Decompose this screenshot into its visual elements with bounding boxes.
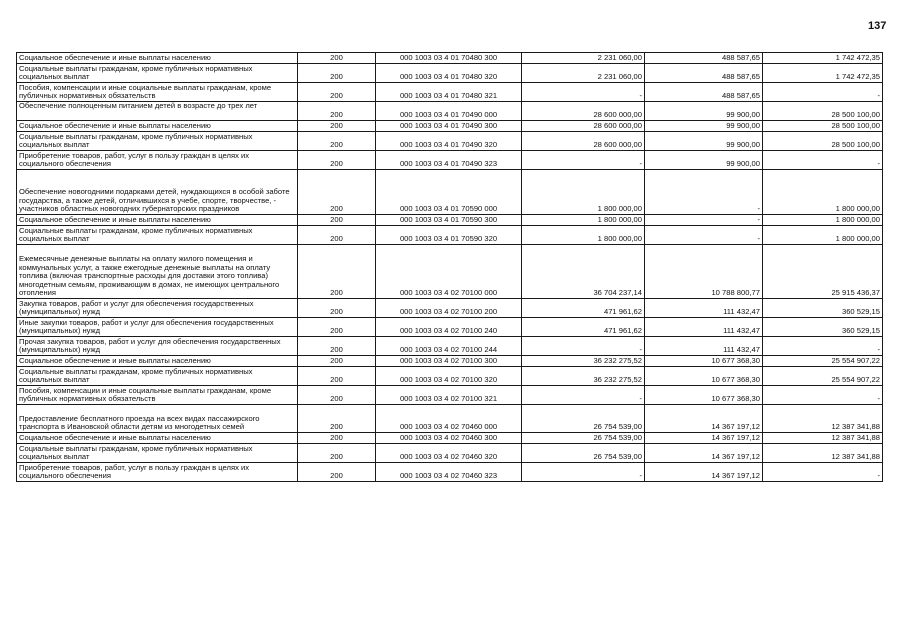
row-code: 200 [298, 405, 376, 433]
row-name: Ежемесячные денежные выплаты на оплату жилого помещения и коммунальных услуг, а также ежегодные денежные выплаты на оплату топлива (включая транспортные расходы для доставки этого топлива) многодетным семьям, проживающим в домах, не имеющих центрального отопления [17, 245, 298, 299]
table-row [17, 53, 883, 64]
table-row [17, 337, 883, 356]
row-assigned: 28 600 000,00 [522, 121, 645, 132]
row-executed: 10 677 368,30 [645, 386, 763, 405]
row-executed: 14 367 197,12 [645, 433, 763, 444]
row-assigned: 471 961,62 [522, 318, 645, 337]
row-name: Приобретение товаров, работ, услуг в пользу граждан в целях их социального обеспечения [17, 463, 298, 482]
row-assigned: - [522, 151, 645, 170]
row-executed: - [645, 170, 763, 215]
row-assigned: 2 231 060,00 [522, 64, 645, 83]
table-row [17, 226, 883, 245]
row-code: 200 [298, 226, 376, 245]
row-name: Пособия, компенсации и иные социальные выплаты гражданам, кроме публичных нормативных обязательств [17, 386, 298, 405]
row-unexecuted: 28 500 100,00 [763, 121, 883, 132]
row-code: 200 [298, 102, 376, 121]
row-executed: 10 677 368,30 [645, 356, 763, 367]
row-assigned: 1 800 000,00 [522, 215, 645, 226]
page-number: 137 [868, 20, 887, 32]
row-name: Социальное обеспечение и иные выплаты населению [17, 53, 298, 64]
row-unexecuted: 1 742 472,35 [763, 64, 883, 83]
row-kbk: 000 1003 03 4 01 70490 320 [376, 132, 522, 151]
row-unexecuted: 28 500 100,00 [763, 132, 883, 151]
row-unexecuted: - [763, 463, 883, 482]
table-row [17, 433, 883, 444]
row-code: 200 [298, 64, 376, 83]
row-name: Обеспечение новогодними подарками детей, нуждающихся в особой заботе государства, а также детей, отличившихся в учебе, спорте, творчестве, - участников областных новогодних губернаторских праздников [17, 170, 298, 215]
row-kbk: 000 1003 03 4 01 70490 300 [376, 121, 522, 132]
row-name: Социальные выплаты гражданам, кроме публичных нормативных социальных выплат [17, 64, 298, 83]
row-executed: 10 677 368,30 [645, 367, 763, 386]
row-unexecuted: 12 387 341,88 [763, 444, 883, 463]
row-unexecuted: 360 529,15 [763, 318, 883, 337]
row-assigned: 28 600 000,00 [522, 132, 645, 151]
row-kbk: 000 1003 03 4 02 70460 323 [376, 463, 522, 482]
row-kbk: 000 1003 03 4 02 70100 244 [376, 337, 522, 356]
row-assigned: - [522, 337, 645, 356]
row-name: Социальные выплаты гражданам, кроме публичных нормативных социальных выплат [17, 132, 298, 151]
row-executed: 111 432,47 [645, 337, 763, 356]
row-assigned: 36 704 237,14 [522, 245, 645, 299]
row-kbk: 000 1003 03 4 02 70100 300 [376, 356, 522, 367]
row-assigned: 2 231 060,00 [522, 53, 645, 64]
row-name: Социальное обеспечение и иные выплаты населению [17, 215, 298, 226]
row-unexecuted: - [763, 386, 883, 405]
table-row [17, 386, 883, 405]
row-unexecuted: - [763, 337, 883, 356]
row-executed: - [645, 215, 763, 226]
row-executed: - [645, 226, 763, 245]
row-executed: 14 367 197,12 [645, 463, 763, 482]
row-executed: 14 367 197,12 [645, 405, 763, 433]
row-code: 200 [298, 83, 376, 102]
row-executed: 111 432,47 [645, 318, 763, 337]
row-unexecuted: 1 800 000,00 [763, 170, 883, 215]
row-name: Пособия, компенсации и иные социальные выплаты гражданам, кроме публичных нормативных обязательств [17, 83, 298, 102]
table-row [17, 245, 883, 299]
row-name: Социальные выплаты гражданам, кроме публичных нормативных социальных выплат [17, 367, 298, 386]
row-unexecuted: 360 529,15 [763, 299, 883, 318]
row-code: 200 [298, 463, 376, 482]
budget-execution-table [16, 52, 883, 482]
row-code: 200 [298, 299, 376, 318]
row-code: 200 [298, 170, 376, 215]
row-kbk: 000 1003 03 4 01 70480 321 [376, 83, 522, 102]
row-unexecuted: 1 800 000,00 [763, 226, 883, 245]
row-unexecuted: 25 554 907,22 [763, 367, 883, 386]
table-row [17, 121, 883, 132]
row-code: 200 [298, 318, 376, 337]
row-kbk: 000 1003 03 4 02 70460 300 [376, 433, 522, 444]
table-row [17, 356, 883, 367]
table-row [17, 367, 883, 386]
row-code: 200 [298, 151, 376, 170]
row-code: 200 [298, 367, 376, 386]
row-name: Социальные выплаты гражданам, кроме публичных нормативных социальных выплат [17, 444, 298, 463]
row-unexecuted: - [763, 83, 883, 102]
row-kbk: 000 1003 03 4 01 70480 320 [376, 64, 522, 83]
row-executed: 14 367 197,12 [645, 444, 763, 463]
row-assigned: 471 961,62 [522, 299, 645, 318]
row-kbk: 000 1003 03 4 02 70100 321 [376, 386, 522, 405]
row-kbk: 000 1003 03 4 01 70590 300 [376, 215, 522, 226]
table-row [17, 83, 883, 102]
row-executed: 99 900,00 [645, 151, 763, 170]
row-assigned: - [522, 83, 645, 102]
row-code: 200 [298, 337, 376, 356]
row-executed: 488 587,65 [645, 83, 763, 102]
row-name: Социальное обеспечение и иные выплаты населению [17, 433, 298, 444]
row-unexecuted: 12 387 341,88 [763, 405, 883, 433]
row-executed: 99 900,00 [645, 102, 763, 121]
row-name: Социальные выплаты гражданам, кроме публичных нормативных социальных выплат [17, 226, 298, 245]
row-executed: 488 587,65 [645, 64, 763, 83]
row-executed: 488 587,65 [645, 53, 763, 64]
row-kbk: 000 1003 03 4 02 70100 240 [376, 318, 522, 337]
row-assigned: - [522, 463, 645, 482]
row-code: 200 [298, 245, 376, 299]
row-assigned: 26 754 539,00 [522, 433, 645, 444]
row-code: 200 [298, 433, 376, 444]
table-row [17, 215, 883, 226]
row-name: Предоставление бесплатного проезда на всех видах пассажирского транспорта в Ивановской области детям из многодетных семей [17, 405, 298, 433]
table-row [17, 102, 883, 121]
row-assigned: 28 600 000,00 [522, 102, 645, 121]
row-unexecuted: 25 554 907,22 [763, 356, 883, 367]
row-executed: 99 900,00 [645, 121, 763, 132]
row-code: 200 [298, 215, 376, 226]
row-unexecuted: - [763, 151, 883, 170]
row-name: Прочая закупка товаров, работ и услуг для обеспечения государственных (муниципальных) нужд [17, 337, 298, 356]
row-unexecuted: 1 742 472,35 [763, 53, 883, 64]
row-kbk: 000 1003 03 4 02 70460 320 [376, 444, 522, 463]
row-assigned: 36 232 275,52 [522, 356, 645, 367]
row-name: Иные закупки товаров, работ и услуг для обеспечения государственных (муниципальных) нужд [17, 318, 298, 337]
row-kbk: 000 1003 03 4 02 70100 320 [376, 367, 522, 386]
row-executed: 99 900,00 [645, 132, 763, 151]
row-unexecuted: 12 387 341,88 [763, 433, 883, 444]
row-code: 200 [298, 53, 376, 64]
table-body [17, 53, 883, 482]
row-name: Социальное обеспечение и иные выплаты населению [17, 356, 298, 367]
table-row [17, 64, 883, 83]
row-unexecuted: 25 915 436,37 [763, 245, 883, 299]
row-name: Обеспечение полноценным питанием детей в возрасте до трех лет [17, 102, 298, 121]
row-kbk: 000 1003 03 4 01 70590 320 [376, 226, 522, 245]
row-name: Приобретение товаров, работ, услуг в пользу граждан в целях их социального обеспечения [17, 151, 298, 170]
row-kbk: 000 1003 03 4 01 70590 000 [376, 170, 522, 215]
row-assigned: 1 800 000,00 [522, 170, 645, 215]
row-code: 200 [298, 132, 376, 151]
row-code: 200 [298, 356, 376, 367]
row-kbk: 000 1003 03 4 02 70100 200 [376, 299, 522, 318]
row-unexecuted: 1 800 000,00 [763, 215, 883, 226]
table-row [17, 463, 883, 482]
table-row [17, 132, 883, 151]
table-row [17, 170, 883, 215]
row-kbk: 000 1003 03 4 01 70490 000 [376, 102, 522, 121]
row-kbk: 000 1003 03 4 01 70480 300 [376, 53, 522, 64]
row-code: 200 [298, 444, 376, 463]
table-row [17, 151, 883, 170]
table-row [17, 405, 883, 433]
row-assigned: 26 754 539,00 [522, 405, 645, 433]
row-code: 200 [298, 121, 376, 132]
row-code: 200 [298, 386, 376, 405]
row-unexecuted: 28 500 100,00 [763, 102, 883, 121]
row-assigned: - [522, 386, 645, 405]
row-name: Социальное обеспечение и иные выплаты населению [17, 121, 298, 132]
table-row [17, 299, 883, 318]
row-assigned: 1 800 000,00 [522, 226, 645, 245]
row-kbk: 000 1003 03 4 02 70100 000 [376, 245, 522, 299]
table-row [17, 318, 883, 337]
row-name: Закупка товаров, работ и услуг для обеспечения государственных (муниципальных) нужд [17, 299, 298, 318]
table-row [17, 444, 883, 463]
row-kbk: 000 1003 03 4 01 70490 323 [376, 151, 522, 170]
row-assigned: 26 754 539,00 [522, 444, 645, 463]
row-executed: 10 788 800,77 [645, 245, 763, 299]
row-kbk: 000 1003 03 4 02 70460 000 [376, 405, 522, 433]
row-executed: 111 432,47 [645, 299, 763, 318]
row-assigned: 36 232 275,52 [522, 367, 645, 386]
